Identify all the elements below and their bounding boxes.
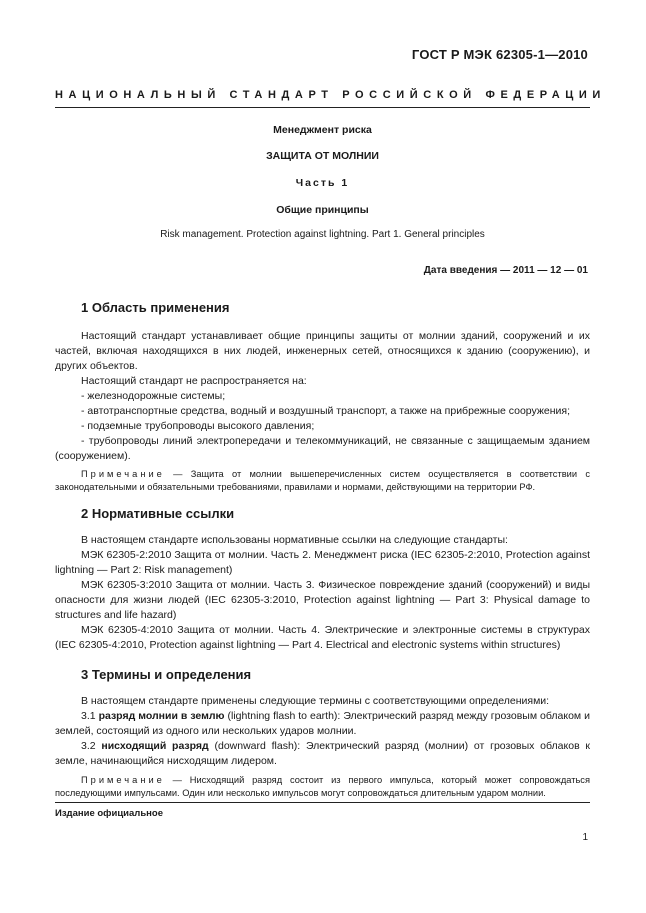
normative-reference: МЭК 62305-2:2010 Защита от молнии. Часть 2. Менеджмент риска (IEC 62305-2:2010, Protection against lightning — Part 2: Risk management) bbox=[55, 549, 590, 576]
note-text: — Защита от молнии вышеперечисленных систем осуществляется в соответствии с законодательными и обязательными требованиями, правилами и нормами, действующими на территории РФ. bbox=[55, 469, 590, 492]
term-definition: (lightning flash to earth): Электрический разряд между грозовым облаком и землей, состоящий из одного или нескольких ударов молнии. bbox=[55, 710, 590, 737]
section-3-note bbox=[55, 774, 590, 800]
title-subtitle: Общие принципы bbox=[276, 204, 369, 216]
section-2-heading: 2 Нормативные ссылки bbox=[81, 506, 235, 521]
exclusion-item: - подземные трубопроводы высокого давления; bbox=[81, 420, 315, 432]
term-name: разряд молнии в землю bbox=[98, 710, 225, 722]
term-name: нисходящий разряд bbox=[101, 740, 209, 752]
document-code: ГОСТ Р МЭК 62305-1—2010 bbox=[411, 47, 588, 62]
national-standard-banner: НАЦИОНАЛЬНЫЙ СТАНДАРТ РОССИЙСКОЙ ФЕДЕРАЦИИ bbox=[55, 89, 606, 101]
top-divider bbox=[55, 107, 590, 108]
exclusion-item: - трубопроводы линий электропередачи и телекоммуникаций, не связанные с защищаемым зданием (сооружением). bbox=[55, 435, 590, 462]
document-body bbox=[55, 300, 590, 800]
title-main: ЗАЩИТА ОТ МОЛНИИ bbox=[266, 150, 379, 162]
section-1-paragraph: Настоящий стандарт устанавливает общие принципы защиты от молнии зданий, сооружений и их частей, включая находящихся в них людей, инженерных сетей, относящихся к зданию (сооружению), и других объектов. bbox=[55, 330, 590, 372]
note-label: Примечание bbox=[81, 775, 165, 785]
term-number: 3.2 bbox=[81, 740, 102, 752]
exclusion-item: - автотранспортные средства, водный и воздушный транспорт, а также на прибрежные сооружения; bbox=[81, 405, 571, 417]
official-edition-label: Издание официальное bbox=[55, 808, 163, 819]
section-3-intro: В настоящем стандарте применены следующие термины с соответствующими определениями: bbox=[81, 695, 550, 707]
date-of-introduction: Дата введения — 2011 — 12 — 01 bbox=[423, 265, 588, 276]
exclusion-item: - железнодорожные системы; bbox=[81, 390, 226, 402]
section-2-intro: В настоящем стандарте использованы нормативные ссылки на следующие стандарты: bbox=[81, 534, 508, 546]
page-number: 1 bbox=[582, 832, 588, 843]
note-text: — Нисходящий разряд состоит из первого импульса, который может сопровождаться последующими импульсами. Один или несколько импульсов могут сопровождаться длительным ударом молнии. bbox=[55, 775, 590, 798]
section-1-heading: 1 Область применения bbox=[81, 300, 230, 315]
section-1-exclusions-intro: Настоящий стандарт не распространяется на: bbox=[81, 375, 307, 387]
section-3-heading: 3 Термины и определения bbox=[81, 667, 252, 682]
title-risk-management: Менеджмент риска bbox=[273, 124, 372, 136]
term-3-2 bbox=[55, 739, 590, 769]
term-3-1 bbox=[55, 709, 590, 739]
bottom-divider bbox=[55, 802, 590, 803]
normative-reference: МЭК 62305-3:2010 Защита от молнии. Часть 3. Физическое повреждение зданий (сооружений) и виды опасности для жизни людей (IEC 62305-3:2010, Protection against lightning — Part 3: Physical damage to structures and life hazard) bbox=[55, 579, 590, 621]
title-english: Risk management. Protection against lightning. Part 1. General principles bbox=[160, 229, 485, 240]
term-definition: (downward flash): Электрический разряд (молнии) от грозовых облаков к земле, начинающийся нисходящим лидером. bbox=[55, 740, 591, 767]
section-1-note bbox=[55, 468, 590, 494]
term-number: 3.1 bbox=[81, 710, 99, 722]
normative-reference: МЭК 62305-4:2010 Защита от молнии. Часть 4. Электрические и электронные системы в структурах (IEC 62305-4:2010, Protection against lightning — Part 4. Electrical and electronic systems within structures) bbox=[55, 624, 590, 651]
note-label: Примечание bbox=[81, 469, 165, 479]
title-part: Часть 1 bbox=[295, 177, 350, 189]
